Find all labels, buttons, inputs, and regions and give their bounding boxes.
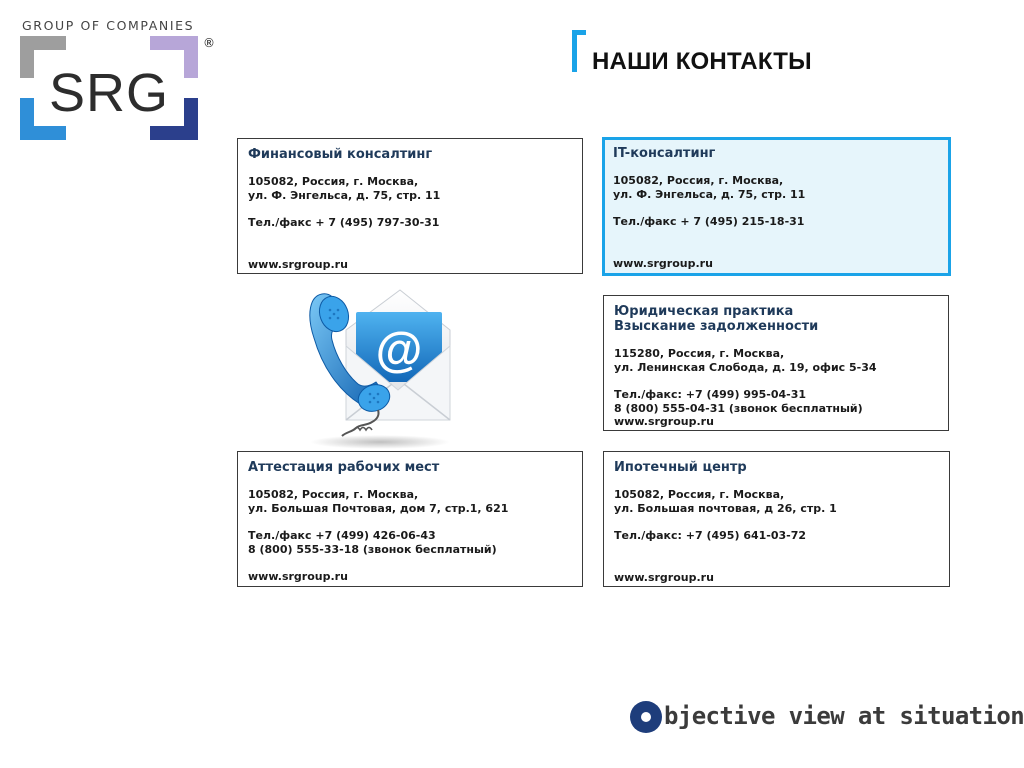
logo-group-text: GROUP OF COMPANIES <box>22 18 195 33</box>
card-phone: Тел./факс + 7 (495) 797-30-31 <box>248 216 440 229</box>
card-phone-free: 8 (800) 555-04-31 (звонок бесплатный) <box>614 401 863 415</box>
card-title-line2: Взыскание задолженности <box>614 319 819 334</box>
card-phone-free: 8 (800) 555-33-18 (звонок бесплатный) <box>248 542 497 556</box>
slogan-o-circle-icon <box>630 701 662 733</box>
card-title-line1: Юридическая практика <box>614 304 794 319</box>
page-title: НАШИ КОНТАКТЫ <box>592 48 812 75</box>
contact-card-legal <box>603 295 949 431</box>
contact-card-it <box>602 137 951 276</box>
srg-logo-mark <box>20 36 202 140</box>
card-title: Ипотечный центр <box>614 460 747 475</box>
card-address-line1: 105082, Россия, г. Москва, <box>248 488 419 501</box>
card-title: Аттестация рабочих мест <box>248 460 440 475</box>
company-slogan <box>630 700 1024 736</box>
card-phone: Тел./факс: +7 (495) 641-03-72 <box>614 529 807 542</box>
contact-card-financial <box>237 138 583 274</box>
page-heading <box>572 30 872 74</box>
logo-brand-text: SRG <box>48 63 170 123</box>
card-address-line2: ул. Ф. Энгельса, д. 75, стр. 11 <box>248 188 441 202</box>
card-title: IT-консалтинг <box>613 146 716 161</box>
card-address-line2: ул. Большая почтовая, д 26, стр. 1 <box>614 501 837 515</box>
card-address-line1: 105082, Россия, г. Москва, <box>614 488 785 501</box>
card-website-link[interactable]: www.srgroup.ru <box>614 570 714 584</box>
card-address-line2: ул. Большая Почтовая, дом 7, стр.1, 621 <box>248 501 509 515</box>
card-title: Финансовый консалтинг <box>248 147 433 162</box>
at-sign-glyph: @ <box>375 324 423 377</box>
card-address-line1: 105082, Россия, г. Москва, <box>613 174 784 187</box>
card-website-link[interactable]: www.srgroup.ru <box>613 256 713 270</box>
card-website-link[interactable]: www.srgroup.ru <box>248 257 348 271</box>
registered-mark: ® <box>203 36 215 50</box>
slogan-text: bjective view at situation <box>664 702 1024 730</box>
card-phone: Тел./факс: +7 (499) 995-04-31 <box>614 388 807 401</box>
card-website-link[interactable]: www.srgroup.ru <box>614 415 714 428</box>
card-address-line1: 105082, Россия, г. Москва, <box>248 175 419 188</box>
contact-card-attestation <box>237 451 583 587</box>
contact-illustration <box>300 286 460 451</box>
card-website-link[interactable]: www.srgroup.ru <box>248 570 348 583</box>
card-phone: Тел./факс +7 (499) 426-06-43 <box>248 529 436 542</box>
card-address-line2: ул. Ленинская Слобода, д. 19, офис 5-34 <box>614 360 877 374</box>
card-address-line1: 115280, Россия, г. Москва, <box>614 347 785 360</box>
title-bracket-icon <box>572 30 586 72</box>
contact-card-mortgage <box>603 451 950 587</box>
company-logo <box>20 14 220 144</box>
card-phone: Тел./факс + 7 (495) 215-18-31 <box>613 215 805 228</box>
card-address-line2: ул. Ф. Энгельса, д. 75, стр. 11 <box>613 187 806 201</box>
